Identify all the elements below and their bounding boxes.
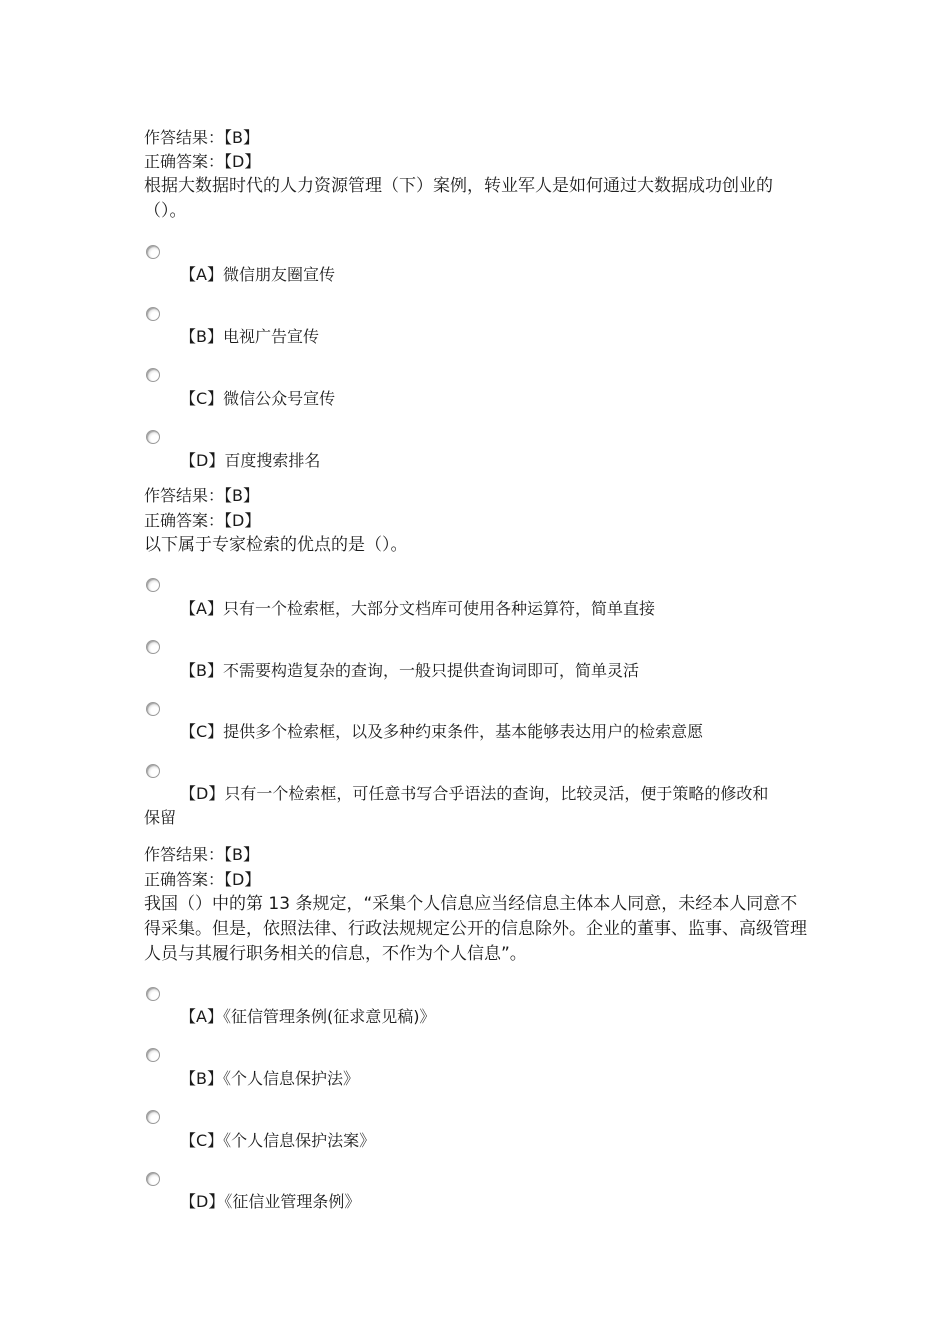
radio-option-d[interactable] — [146, 430, 160, 444]
option-label-b: 【B】电视广告宣传 — [180, 327, 319, 346]
radio-option-c[interactable] — [146, 702, 160, 716]
option-label-a: 【A】《征信管理条例(征求意见稿)》 — [180, 1007, 436, 1026]
correct-answer: 正确答案：【D】 — [144, 152, 261, 171]
radio-option-b[interactable] — [146, 1048, 160, 1062]
option-label-b: 【B】不需要构造复杂的查询，一般只提供查询词即可，简单灵活 — [180, 661, 639, 680]
correct-answer: 正确答案：【D】 — [144, 511, 261, 530]
answer-result: 作答结果：【B】 — [144, 845, 259, 864]
radio-option-b[interactable] — [146, 640, 160, 654]
radio-option-a[interactable] — [146, 987, 160, 1001]
radio-option-d[interactable] — [146, 1172, 160, 1186]
option-label-c: 【C】《个人信息保护法案》 — [180, 1131, 376, 1150]
option-label-d: 【D】《征信业管理条例》 — [180, 1192, 361, 1211]
question-text: 以下属于专家检索的优点的是（）。 — [144, 535, 408, 555]
option-label-c: 【C】提供多个检索框，以及多种约束条件，基本能够表达用户的检索意愿 — [180, 722, 704, 741]
option-label-a: 【A】只有一个检索框，大部分文档库可使用各种运算符，简单直接 — [180, 599, 655, 618]
radio-option-d[interactable] — [146, 764, 160, 778]
answer-result: 作答结果：【B】 — [144, 128, 259, 147]
radio-option-a[interactable] — [146, 578, 160, 592]
radio-option-c[interactable] — [146, 1110, 160, 1124]
radio-option-a[interactable] — [146, 245, 160, 259]
question-text: 我国（）中的第 13 条规定，“采集个人信息应当经信息主体本人同意，未经本人同意不得采集。但是，依照法律、行政法规规定公开的信息除外。企业的董事、监事、高级管理人员与其履行职务相关的信息，不作为个人信息”。 — [144, 894, 807, 964]
answer-result: 作答结果：【B】 — [144, 486, 259, 505]
option-label-d: 【D】百度搜索排名 — [180, 451, 321, 470]
question-text: 根据大数据时代的人力资源管理（下）案例，转业军人是如何通过大数据成功创业的（）。 — [144, 176, 773, 221]
option-label-b: 【B】《个人信息保护法》 — [180, 1069, 359, 1088]
option-label-d: 【D】只有一个检索框，可任意书写合乎语法的查询，比较灵活，便于策略的修改和 — [180, 784, 769, 803]
radio-option-b[interactable] — [146, 307, 160, 321]
correct-answer: 正确答案：【D】 — [144, 870, 261, 889]
option-label-c: 【C】微信公众号宣传 — [180, 389, 336, 408]
option-label-a: 【A】微信朋友圈宣传 — [180, 265, 335, 284]
option-label-d-continuation: 保留 — [144, 808, 177, 827]
radio-option-c[interactable] — [146, 368, 160, 382]
